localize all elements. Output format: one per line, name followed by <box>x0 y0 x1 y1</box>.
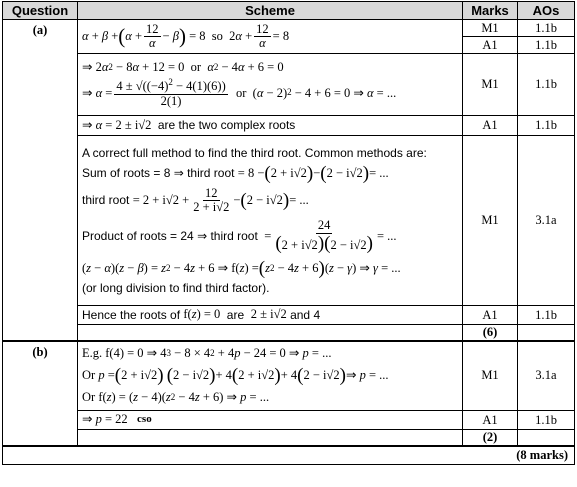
a-row1-mark2: A1 <box>463 37 518 54</box>
b-total-ao-blank <box>518 430 575 447</box>
grand-total-row <box>3 446 575 464</box>
method-product: Product of roots = 24 ⇒ third root = $\frac{24}{(2 + i√2)(2 - i√2)}$ = ... <box>82 218 397 254</box>
b-answer-ao: 1.1b <box>518 411 575 430</box>
a-method-ao: 3.1a <box>518 136 575 306</box>
b-method-mark: M1 <box>463 341 518 411</box>
a-hence-row <box>3 306 575 325</box>
a-row1-ao1: 1.1b <box>518 20 575 37</box>
b-total: (2) <box>463 430 518 447</box>
a-row2-mark: M1 <box>463 54 518 116</box>
a-row1-mark1: M1 <box>463 20 518 37</box>
a-hence-scheme <box>78 306 463 325</box>
b-method-ao: 3.1a <box>518 341 575 411</box>
a-total: (6) <box>463 325 518 341</box>
b-line3: Or f( z ) = ( z − 4)( z 2 − 4 z + 6) ⇒ p = ... <box>82 390 270 405</box>
method-factor: ( z − α )( z − β ) = z 2 − 4 z + 6 ⇒ f( z ) = ( z 2 − 4 z + 6 ) ( z − γ ) ⇒ γ = ... <box>82 257 401 279</box>
a-method-scheme <box>78 136 463 306</box>
hence-math: Hence the roots of f( z ) = 0 are 2 ± i√2 and 4 <box>82 307 321 322</box>
b-answer-mark: A1 <box>463 411 518 430</box>
b-answer-math: ⇒ p = 22 cso <box>82 412 152 427</box>
aos-header: AOs <box>518 2 575 20</box>
scheme-header: Scheme <box>78 2 463 20</box>
a-total-blank <box>78 325 463 341</box>
marks-header: Marks <box>463 2 518 20</box>
part-a-label: (a) <box>3 20 78 341</box>
method-long: (or long division to find third factor). <box>82 281 270 296</box>
b-answer-scheme <box>78 411 463 430</box>
b-answer-row <box>3 411 575 430</box>
a-row2-line1: ⇒ 2 α 2 − 8 α + 12 = 0 or α 2 − 4 α + 6 = 0 <box>82 60 284 75</box>
b-total-blank <box>78 430 463 447</box>
a-total-row <box>3 325 575 341</box>
a-row2-ao: 1.1b <box>518 54 575 116</box>
a-row3-ao: 1.1b <box>518 116 575 136</box>
a-total-ao-blank <box>518 325 575 341</box>
b-method-row <box>3 341 575 411</box>
b-method-scheme <box>78 341 463 411</box>
b-total-row <box>3 430 575 447</box>
b-line2: Or p = ( 2 + i√2 ) ( 2 − i√2 ) + 4 ( 2 + i√2 ) + 4 ( 2 − i√2 ) ⇒ p = ... <box>82 364 389 386</box>
method-third: third root = 2 + i√2 + $\frac{12}{2 + i√2}$ − ( 2 − i√2 ) = ... <box>82 185 309 214</box>
a-row1-ao2: 1.1b <box>518 37 575 54</box>
header-row <box>3 2 575 20</box>
a-method-mark: M1 <box>463 136 518 306</box>
a-row2-line2: ⇒ α = $\frac{4 \pm √((-4)^2 - 4(1)(6))}{2(1)}$ or ( α − 2) 2 − 4 + 6 = 0 ⇒ α = ... <box>82 77 397 108</box>
a-method-row <box>3 136 575 306</box>
method-intro: A correct full method to find the third root. Common methods are: <box>82 146 427 161</box>
a-hence-mark: A1 <box>463 306 518 325</box>
a-row2-scheme <box>78 54 463 116</box>
a-row3 <box>3 116 575 136</box>
a-hence-ao: 1.1b <box>518 306 575 325</box>
mark-scheme-table <box>2 1 575 465</box>
question-header: Question <box>3 2 78 20</box>
method-sum: Sum of roots = 8 ⇒ third root = 8 − ( 2 + i√2 ) − ( 2 − i√2 ) = ... <box>82 162 389 184</box>
a-row1-top <box>3 20 575 37</box>
b-line1: E.g. f(4) = 0 ⇒ 4 3 − 8 × 4 2 + 4 p − 24 = 0 ⇒ p = ... <box>82 346 332 361</box>
a-row1-math: α + β + ( α + $\frac{12}{\alpha}$ − β ) = 8 so 2 α + $\frac{12}{\alpha}$ = 8 <box>82 21 290 50</box>
a-row1-scheme <box>78 20 463 54</box>
a-row2 <box>3 54 575 116</box>
a-row3-scheme <box>78 116 463 136</box>
a-row3-math: ⇒ α = 2 ± i√2 are the two complex roots <box>82 117 296 133</box>
a-row3-mark: A1 <box>463 116 518 136</box>
part-b-label: (b) <box>3 341 78 447</box>
grand-total: (8 marks) <box>3 446 575 464</box>
